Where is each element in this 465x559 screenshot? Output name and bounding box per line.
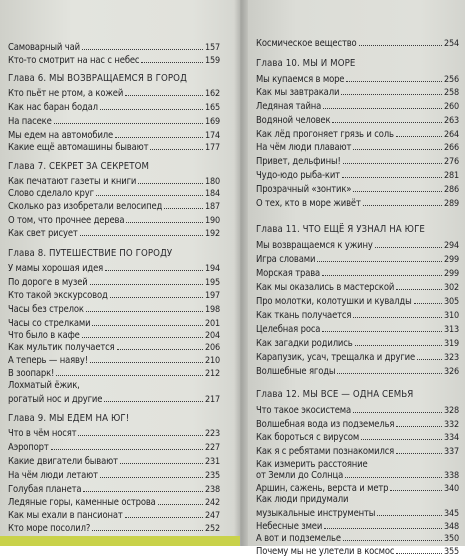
toc-entry-title: На пасеке bbox=[8, 116, 52, 127]
toc-page-number: 355 bbox=[443, 547, 459, 557]
toc-page-number: 260 bbox=[443, 102, 459, 112]
toc-page-number: 252 bbox=[204, 524, 220, 534]
dot-leader bbox=[370, 458, 457, 467]
toc-page-number: 187 bbox=[204, 202, 220, 212]
toc-entry-title: А теперь — наяву! bbox=[8, 355, 88, 366]
toc-entry bbox=[8, 482, 220, 496]
toc-page-number: 177 bbox=[204, 143, 220, 153]
toc-entry bbox=[8, 40, 220, 54]
toc-page-number: 328 bbox=[443, 406, 459, 416]
toc-entry bbox=[8, 454, 220, 468]
toc-entry-title: Чудо-юдо рыба-кит bbox=[256, 170, 340, 181]
toc-page-number: 210 bbox=[204, 356, 220, 366]
dot-leader bbox=[100, 468, 203, 478]
toc-page-number: 337 bbox=[443, 447, 459, 457]
toc-page-number: 345 bbox=[443, 509, 459, 519]
toc-entry-title: Волшебная вода из подземелья bbox=[256, 419, 395, 430]
toc-entry-title: Как лёд прогоняет грязь и соль bbox=[256, 129, 394, 140]
toc-entry-title: А вот и подземелье bbox=[256, 533, 341, 544]
dot-leader bbox=[337, 364, 442, 374]
toc-entry-title: По дороге в музей bbox=[8, 277, 88, 288]
toc-entry-title: На чём люди летают bbox=[8, 470, 98, 481]
toc-entry-title: Прозрачный «зонтик» bbox=[256, 184, 352, 195]
toc-entry bbox=[8, 353, 220, 367]
toc-entry-title: Морская трава bbox=[256, 268, 321, 279]
toc-entry bbox=[256, 430, 459, 444]
toc-entry-title: Кто море посолил? bbox=[8, 523, 91, 534]
dot-leader bbox=[117, 340, 203, 350]
toc-entry-title: Как измерить расстояние bbox=[256, 459, 368, 470]
toc-entry bbox=[8, 288, 220, 302]
toc-entry-title: На чём люди плавают bbox=[256, 142, 352, 153]
toc-entry-title: Самоварный чай bbox=[8, 42, 80, 53]
toc-page-number: 204 bbox=[204, 331, 220, 341]
toc-entry-title: Как мы ехали в пансионат bbox=[8, 510, 123, 521]
toc-page-number: 162 bbox=[204, 89, 220, 99]
toc-entry bbox=[256, 36, 459, 50]
toc-entry bbox=[8, 495, 220, 509]
toc-entry-title: Почему мы не улетели в космос bbox=[256, 546, 395, 557]
toc-entry bbox=[8, 302, 220, 316]
dot-leader bbox=[346, 72, 442, 82]
dot-leader bbox=[396, 444, 442, 454]
toc-entry bbox=[256, 336, 459, 350]
toc-entry-title: Что было в кафе bbox=[8, 330, 80, 341]
chapter-heading: Глава 10. МЫ И МОРЕ bbox=[256, 58, 356, 69]
toc-entry-title: У мамы хорошая идея bbox=[8, 263, 104, 274]
toc-entry-title: Мы купаемся в море bbox=[256, 74, 345, 85]
toc-entry-title: Кто-то смотрит на нас с небес bbox=[8, 55, 140, 66]
toc-entry bbox=[256, 493, 459, 507]
toc-page-number: 258 bbox=[443, 88, 459, 98]
dot-leader bbox=[332, 113, 442, 123]
dot-leader bbox=[51, 440, 203, 450]
toc-entry-title: Часы без стрелок bbox=[8, 304, 84, 315]
toc-page-number: 340 bbox=[443, 484, 459, 494]
dot-leader bbox=[150, 140, 203, 150]
toc-entry-title: Привет, дельфины! bbox=[256, 156, 341, 167]
toc-entry-title: рогатый нос и другие bbox=[8, 394, 103, 405]
toc-page-number: 276 bbox=[443, 157, 459, 167]
toc-entry-title: музыкальные инструменты bbox=[256, 508, 376, 519]
toc-entry-title: Водяной человек bbox=[256, 115, 331, 126]
toc-entry-title: О том, что прочнее дерева bbox=[8, 215, 125, 226]
dot-leader bbox=[359, 36, 442, 46]
dot-leader bbox=[361, 430, 442, 440]
toc-page-number: 223 bbox=[204, 429, 220, 439]
dot-leader bbox=[138, 174, 203, 184]
toc-entry-title: Как бороться с вирусом bbox=[256, 432, 360, 443]
toc-entry-title: Целебная роса bbox=[256, 324, 321, 335]
toc-entry-title: Слово сделало круг bbox=[8, 188, 94, 199]
dot-leader bbox=[82, 379, 218, 388]
dot-leader bbox=[396, 417, 442, 427]
toc-entry-title: Игра словами bbox=[256, 254, 316, 265]
toc-entry-title: Ледяная тайна bbox=[256, 101, 322, 112]
toc-page-number: 212 bbox=[204, 369, 220, 379]
toc-page-number: 305 bbox=[443, 297, 459, 307]
toc-entry bbox=[8, 100, 220, 114]
toc-page-number: 310 bbox=[443, 311, 459, 321]
toc-entry-title: Ледяные горы, каменные острова bbox=[8, 497, 156, 508]
toc-entry bbox=[256, 468, 459, 482]
toc-entry bbox=[8, 468, 220, 482]
toc-entry bbox=[8, 275, 220, 289]
toc-entry-title: Что такое экосистема bbox=[256, 405, 352, 416]
dot-leader bbox=[396, 127, 442, 137]
dot-leader bbox=[92, 316, 203, 326]
toc-page-number: 159 bbox=[204, 56, 220, 66]
dot-leader bbox=[120, 454, 203, 464]
dot-leader bbox=[353, 140, 442, 150]
dot-leader bbox=[90, 353, 203, 363]
toc-entry bbox=[256, 280, 459, 294]
dot-leader bbox=[56, 366, 203, 376]
green-page-edge bbox=[0, 536, 240, 546]
dot-leader bbox=[164, 199, 203, 209]
dot-leader bbox=[100, 100, 203, 110]
toc-entry-title: Что в чём носят bbox=[8, 428, 77, 439]
toc-entry bbox=[8, 379, 220, 393]
toc-page-number: 323 bbox=[443, 353, 459, 363]
dot-leader bbox=[82, 328, 203, 338]
toc-entry-title: Кто пьёт не ртом, а кожей bbox=[8, 88, 124, 99]
toc-entry bbox=[256, 196, 459, 210]
toc-entry-title: Мы возвращаемся к ужину bbox=[256, 240, 373, 251]
dot-leader bbox=[350, 493, 457, 502]
toc-entry bbox=[8, 53, 220, 67]
toc-entry bbox=[256, 308, 459, 322]
toc-entry bbox=[256, 417, 459, 431]
toc-entry bbox=[8, 226, 220, 240]
toc-page-number: 206 bbox=[204, 343, 220, 353]
toc-entry bbox=[256, 168, 459, 182]
toc-page-number: 263 bbox=[443, 116, 459, 126]
dot-leader bbox=[82, 40, 203, 50]
toc-entry-title: от Земли до Солнца bbox=[256, 470, 344, 481]
dot-leader bbox=[343, 531, 442, 541]
toc-entry bbox=[8, 340, 220, 354]
toc-entry-title: Как мы оказались в мастерской bbox=[256, 282, 395, 293]
toc-entry-title: Небесные змеи bbox=[256, 521, 323, 532]
toc-entry-title: Какие двигатели бывают bbox=[8, 456, 118, 467]
toc-entry bbox=[8, 213, 220, 227]
toc-page-number: 165 bbox=[204, 103, 220, 113]
toc-entry-title: Сколько раз изобретали велосипед bbox=[8, 201, 163, 212]
dot-leader bbox=[390, 481, 442, 491]
dot-leader bbox=[341, 85, 442, 95]
toc-entry-title: Аэропорт bbox=[8, 442, 49, 453]
dot-leader bbox=[353, 403, 442, 413]
toc-entry bbox=[256, 154, 459, 168]
dot-leader bbox=[83, 482, 203, 492]
toc-entry-title: Лохматый ёжик, bbox=[8, 380, 80, 391]
toc-entry bbox=[256, 294, 459, 308]
toc-page-number: 338 bbox=[443, 471, 459, 481]
dot-leader bbox=[110, 288, 203, 298]
toc-page-number: 201 bbox=[204, 319, 220, 329]
toc-page-number: 197 bbox=[204, 291, 220, 301]
toc-entry-title: Мы едем на автомобиле bbox=[8, 130, 114, 141]
toc-entry-title: Про молотки, колотушки и кувалды bbox=[256, 296, 412, 307]
toc-entry-title: Часы со стрелками bbox=[8, 318, 91, 329]
toc-entry bbox=[256, 350, 459, 364]
toc-entry bbox=[256, 72, 459, 86]
toc-page-number: 174 bbox=[204, 131, 220, 141]
toc-page-number: 242 bbox=[204, 498, 220, 508]
toc-page-number: 286 bbox=[443, 185, 459, 195]
toc-entry bbox=[8, 86, 220, 100]
dot-leader bbox=[115, 128, 203, 138]
toc-page-number: 299 bbox=[443, 255, 459, 265]
toc-entry bbox=[8, 366, 220, 380]
toc-page-number: 256 bbox=[443, 75, 459, 85]
dot-leader bbox=[125, 86, 203, 96]
toc-entry-title: Как я с ребятами познакомился bbox=[256, 446, 395, 457]
dot-leader bbox=[78, 426, 203, 436]
dot-leader bbox=[343, 154, 442, 164]
toc-entry bbox=[256, 113, 459, 127]
toc-entry bbox=[256, 322, 459, 336]
dot-leader bbox=[342, 168, 442, 178]
toc-entry-title: Голубая планета bbox=[8, 484, 82, 495]
dot-leader bbox=[345, 468, 442, 478]
toc-entry-title: Как нас баран бодал bbox=[8, 102, 98, 113]
toc-entry bbox=[256, 182, 459, 196]
toc-entry bbox=[256, 127, 459, 141]
toc-page-number: 227 bbox=[204, 443, 220, 453]
toc-entry bbox=[8, 521, 220, 535]
toc-page-number: 254 bbox=[443, 39, 459, 49]
dot-leader bbox=[90, 275, 203, 285]
toc-entry bbox=[8, 440, 220, 454]
toc-entry bbox=[256, 266, 459, 280]
dot-leader bbox=[396, 280, 442, 290]
toc-page-number: 264 bbox=[443, 130, 459, 140]
toc-entry-title: Какие ещё автомашины бывают bbox=[8, 142, 149, 153]
toc-entry bbox=[256, 252, 459, 266]
toc-entry-title: В зоопарк! bbox=[8, 368, 55, 379]
toc-entry bbox=[256, 544, 459, 558]
toc-page-number: 313 bbox=[443, 325, 459, 335]
toc-page-number: 238 bbox=[204, 485, 220, 495]
dot-leader bbox=[355, 336, 442, 346]
dot-leader bbox=[125, 508, 203, 518]
toc-page-number: 299 bbox=[443, 269, 459, 279]
toc-page-number: 247 bbox=[204, 511, 220, 521]
dot-leader bbox=[317, 252, 442, 262]
toc-entry-title: Волшебные ягоды bbox=[256, 366, 336, 377]
dot-leader bbox=[323, 99, 442, 109]
chapter-heading: Глава 6. МЫ ВОЗВРАЩАЕМСЯ В ГОРОД bbox=[8, 73, 187, 84]
toc-entry bbox=[8, 392, 220, 406]
chapter-heading: Глава 9. МЫ ЕДЕМ НА ЮГ! bbox=[8, 413, 130, 424]
toc-entry bbox=[256, 403, 459, 417]
toc-entry bbox=[8, 114, 220, 128]
toc-entry-title: Космическое вещество bbox=[256, 38, 357, 49]
toc-entry bbox=[8, 186, 220, 200]
dot-leader bbox=[141, 53, 203, 63]
dot-leader bbox=[104, 392, 203, 402]
toc-entry-title: Аршин, сажень, верста и метр bbox=[256, 483, 389, 494]
dot-leader bbox=[353, 308, 442, 318]
dot-leader bbox=[126, 213, 203, 223]
dot-leader bbox=[363, 196, 442, 206]
toc-entry bbox=[256, 364, 459, 378]
toc-page-number: 157 bbox=[204, 43, 220, 53]
toc-page-number: 198 bbox=[204, 305, 220, 315]
chapter-heading: Глава 7. СЕКРЕТ ЗА СЕКРЕТОМ bbox=[8, 161, 150, 172]
toc-entry bbox=[256, 140, 459, 154]
toc-page-number: 332 bbox=[443, 420, 459, 430]
toc-page-number: 235 bbox=[204, 471, 220, 481]
dot-leader bbox=[96, 186, 203, 196]
toc-entry bbox=[256, 444, 459, 458]
toc-entry-title: Как мультик получается bbox=[8, 342, 115, 353]
toc-entry bbox=[8, 261, 220, 275]
toc-page-number: 348 bbox=[443, 522, 459, 532]
dot-leader bbox=[80, 226, 203, 236]
toc-entry-title: Кто такой экскурсовод bbox=[8, 290, 108, 301]
book-gutter bbox=[234, 0, 248, 546]
toc-page-number: 326 bbox=[443, 367, 459, 377]
toc-entry-title: Как мы завтракали bbox=[256, 87, 340, 98]
toc-entry bbox=[256, 99, 459, 113]
toc-entry-title: Как печатают газеты и книги bbox=[8, 176, 137, 187]
toc-page-number: 190 bbox=[204, 216, 220, 226]
dot-leader bbox=[54, 114, 203, 124]
toc-page-number: 192 bbox=[204, 229, 220, 239]
dot-leader bbox=[86, 302, 203, 312]
toc-entry-title: Карапузик, усач, трещалка и другие bbox=[256, 352, 415, 363]
toc-entry bbox=[8, 140, 220, 154]
toc-entry-title: Как ткань получается bbox=[256, 310, 352, 321]
dot-leader bbox=[417, 350, 442, 360]
toc-entry bbox=[256, 85, 459, 99]
toc-page-number: 334 bbox=[443, 433, 459, 443]
chapter-heading: Глава 8. ПУТЕШЕСТВИЕ ПО ГОРОДУ bbox=[8, 248, 173, 259]
toc-page-number: 294 bbox=[443, 241, 459, 251]
toc-entry bbox=[256, 238, 459, 252]
toc-entry-title: О тех, кто в море живёт bbox=[256, 198, 361, 209]
toc-page-number: 195 bbox=[204, 278, 220, 288]
dot-leader bbox=[375, 238, 442, 248]
toc-entry bbox=[8, 426, 220, 440]
dot-leader bbox=[158, 495, 203, 505]
toc-entry-title: Как люди придумали bbox=[256, 494, 349, 505]
dot-leader bbox=[353, 182, 442, 192]
toc-entry-title: Как загадки родились bbox=[256, 338, 353, 349]
dot-leader bbox=[322, 266, 442, 276]
toc-page-number: 350 bbox=[443, 534, 459, 544]
toc-entry bbox=[256, 506, 459, 520]
toc-entry-title: Как свет рисует bbox=[8, 228, 78, 239]
toc-entry bbox=[8, 199, 220, 213]
toc-page-number: 169 bbox=[204, 117, 220, 127]
toc-page-number: 266 bbox=[443, 143, 459, 153]
toc-page-number: 302 bbox=[443, 283, 459, 293]
dot-leader bbox=[92, 521, 203, 531]
chapter-heading: Глава 12. МЫ ВСЕ — ОДНА СЕМЬЯ bbox=[256, 389, 414, 400]
dot-leader bbox=[322, 322, 442, 332]
toc-page-number: 194 bbox=[204, 264, 220, 274]
toc-page-number: 281 bbox=[443, 171, 459, 181]
toc-page-number: 289 bbox=[443, 199, 459, 209]
toc-entry bbox=[256, 531, 459, 545]
toc-page-number: 231 bbox=[204, 457, 220, 467]
toc-entry bbox=[8, 508, 220, 522]
toc-page-number: 217 bbox=[204, 395, 220, 405]
dot-leader bbox=[414, 294, 442, 304]
chapter-heading: Глава 11. ЧТО ЕЩЁ Я УЗНАЛ НА ЮГЕ bbox=[256, 224, 425, 235]
toc-page-number: 184 bbox=[204, 189, 220, 199]
dot-leader bbox=[105, 261, 203, 271]
dot-leader bbox=[324, 519, 442, 529]
toc-page-number: 319 bbox=[443, 339, 459, 349]
toc-page-number: 180 bbox=[204, 177, 220, 187]
dot-leader bbox=[377, 506, 442, 516]
